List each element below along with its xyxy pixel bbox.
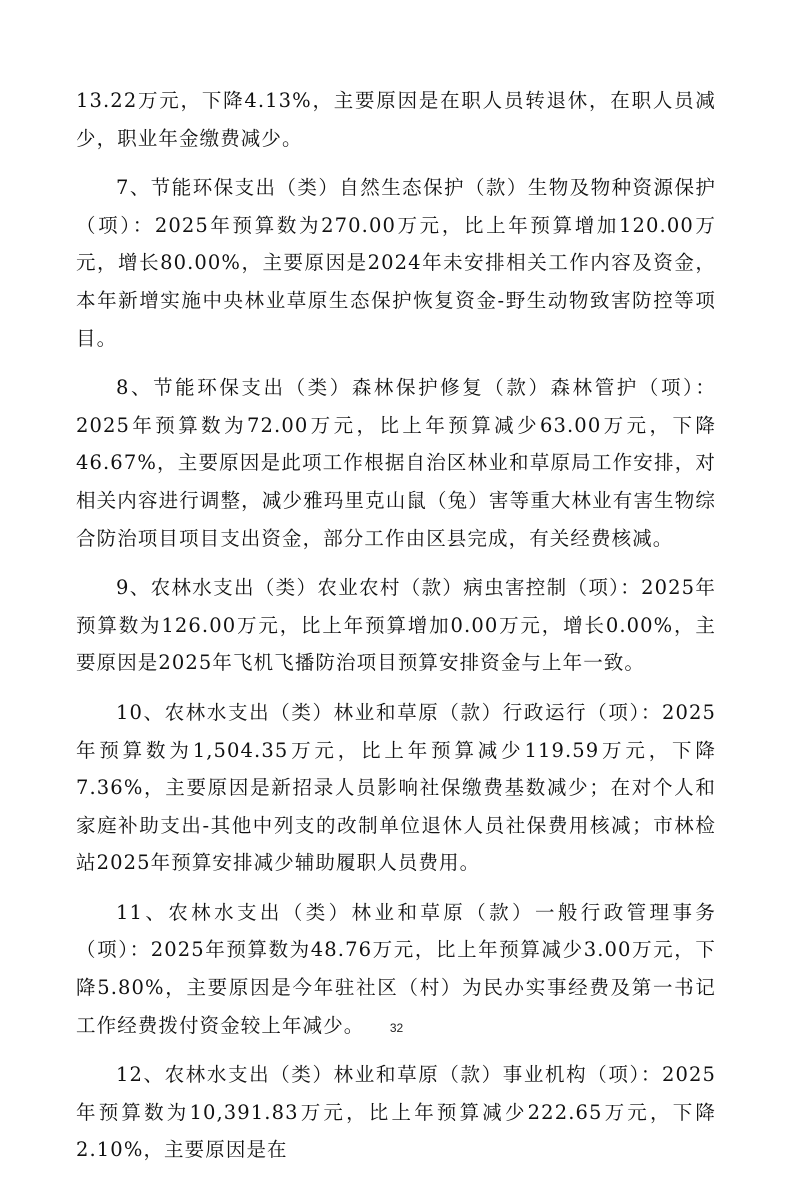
page-number: 32	[389, 1021, 404, 1035]
paragraph-2: 7、节能环保支出（类）自然生态保护（款）生物及物种资源保护（项）：2025年预算数为270.00万元，比上年预算增加120.00万元，增长80.00%，主要原因是2024年未安排相关工作内容及资金，本年新增实施中央林业草原生态保护恢复资金-野生动物致害防控等项目。	[76, 176, 716, 350]
body-text	[76, 82, 716, 1181]
paragraph-6: 11、农林水支出（类）林业和草原（款）一般行政管理事务（项）：2025年预算数为48.76万元，比上年预算减少3.00万元，下降5.80%，主要原因是今年驻社区（村）为民办实事经费及第一书记工作经费拨付资金较上年减少。	[76, 900, 716, 1037]
paragraph-5: 10、农林水支出（类）林业和草原（款）行政运行（项）：2025年预算数为1,504.35万元，比上年预算减少119.59万元，下降7.36%，主要原因是新招录人员影响社保缴费基数减少；在对个人和家庭补助支出-其他中列支的改制单位退休人员社保费用核减；市林检站2025年预算安排减少辅助履职人员费用。	[76, 700, 716, 875]
paragraph-7: 12、农林水支出（类）林业和草原（款）事业机构（项）：2025年预算数为10,391.83万元，比上年预算减少222.65万元，下降2.10%，主要原因是在	[76, 1063, 716, 1162]
paragraph-4: 9、农林水支出（类）农业农村（款）病虫害控制（项）：2025年预算数为126.00万元，比上年预算增加0.00万元，增长0.00%，主要原因是2025年飞机飞播防治项目预算安排资金与上年一致。	[76, 576, 716, 675]
paragraph-3: 8、节能环保支出（类）森林保护修复（款）森林管护（项）：2025年预算数为72.00万元，比上年预算减少63.00万元，下降46.67%，主要原因是此项工作根据自治区林业和草原局工作安排，对相关内容进行调整，减少雅玛里克山鼠（兔）害等重大林业有害生物综合防治项目项目支出资金，部分工作由区县完成，有关经费核减。	[76, 376, 716, 550]
paragraph-1: 13.22万元，下降4.13%，主要原因是在职人员转退休，在职人员减少，职业年金缴费减少。	[76, 89, 716, 150]
